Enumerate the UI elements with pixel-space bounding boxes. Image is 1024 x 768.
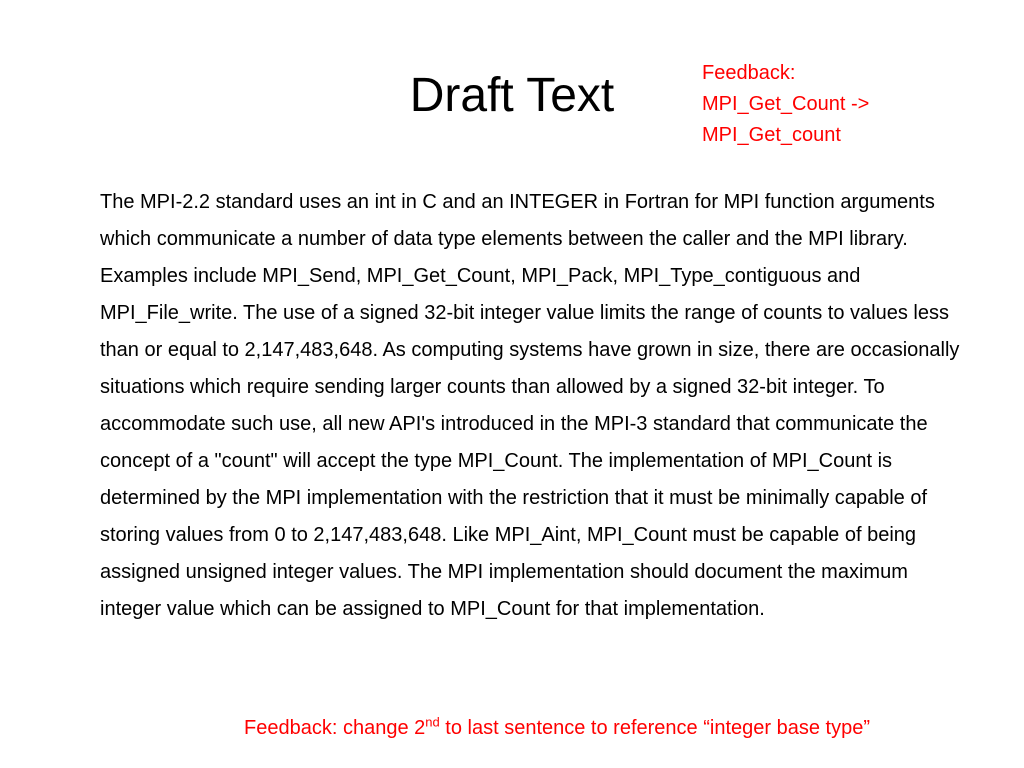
feedback-note-top [702,58,962,151]
feedback-top-line-1: Feedback: [702,62,796,84]
body-paragraph: The MPI-2.2 standard uses an int in C and an INTEGER in Fortran for MPI function arguments which communicate a number of data type elements between the caller and the MPI library. Examples include MPI_Send, MPI_Get_Count, MPI_Pack, MPI_Type_contiguous and MPI_File_write. The use of a signed 32-bit integer value limits the range of counts to values less than or equal to 2,147,483,648. As computing systems have grown in size, there are occasionally situations which require sending larger counts than allowed by a signed 32-bit integer. To accommodate such use, all new API's introduced in the MPI-3 standard that communicate the concept of a "count" will accept the type MPI_Count. The implementation of MPI_Count is determined by the MPI implementation with the restriction that it must be minimally capable of storing values from 0 to 2,147,483,648. Like MPI_Aint, MPI_Count must be capable of being assigned unsigned integer values. The MPI implementation should document the maximum integer value which can be assigned to MPI_Count for that implementation. [100,191,960,620]
feedback-top-line-2: MPI_Get_Count -> [702,93,870,115]
feedback-note-bottom [100,713,1014,743]
feedback-bottom-superscript: nd [425,714,440,730]
feedback-top-line-3: MPI_Get_count [702,124,841,146]
feedback-bottom-before: Feedback: change 2 [244,717,426,739]
feedback-bottom-after: to last sentence to reference “integer base type” [439,717,870,739]
slide-title: Draft Text [409,69,615,122]
